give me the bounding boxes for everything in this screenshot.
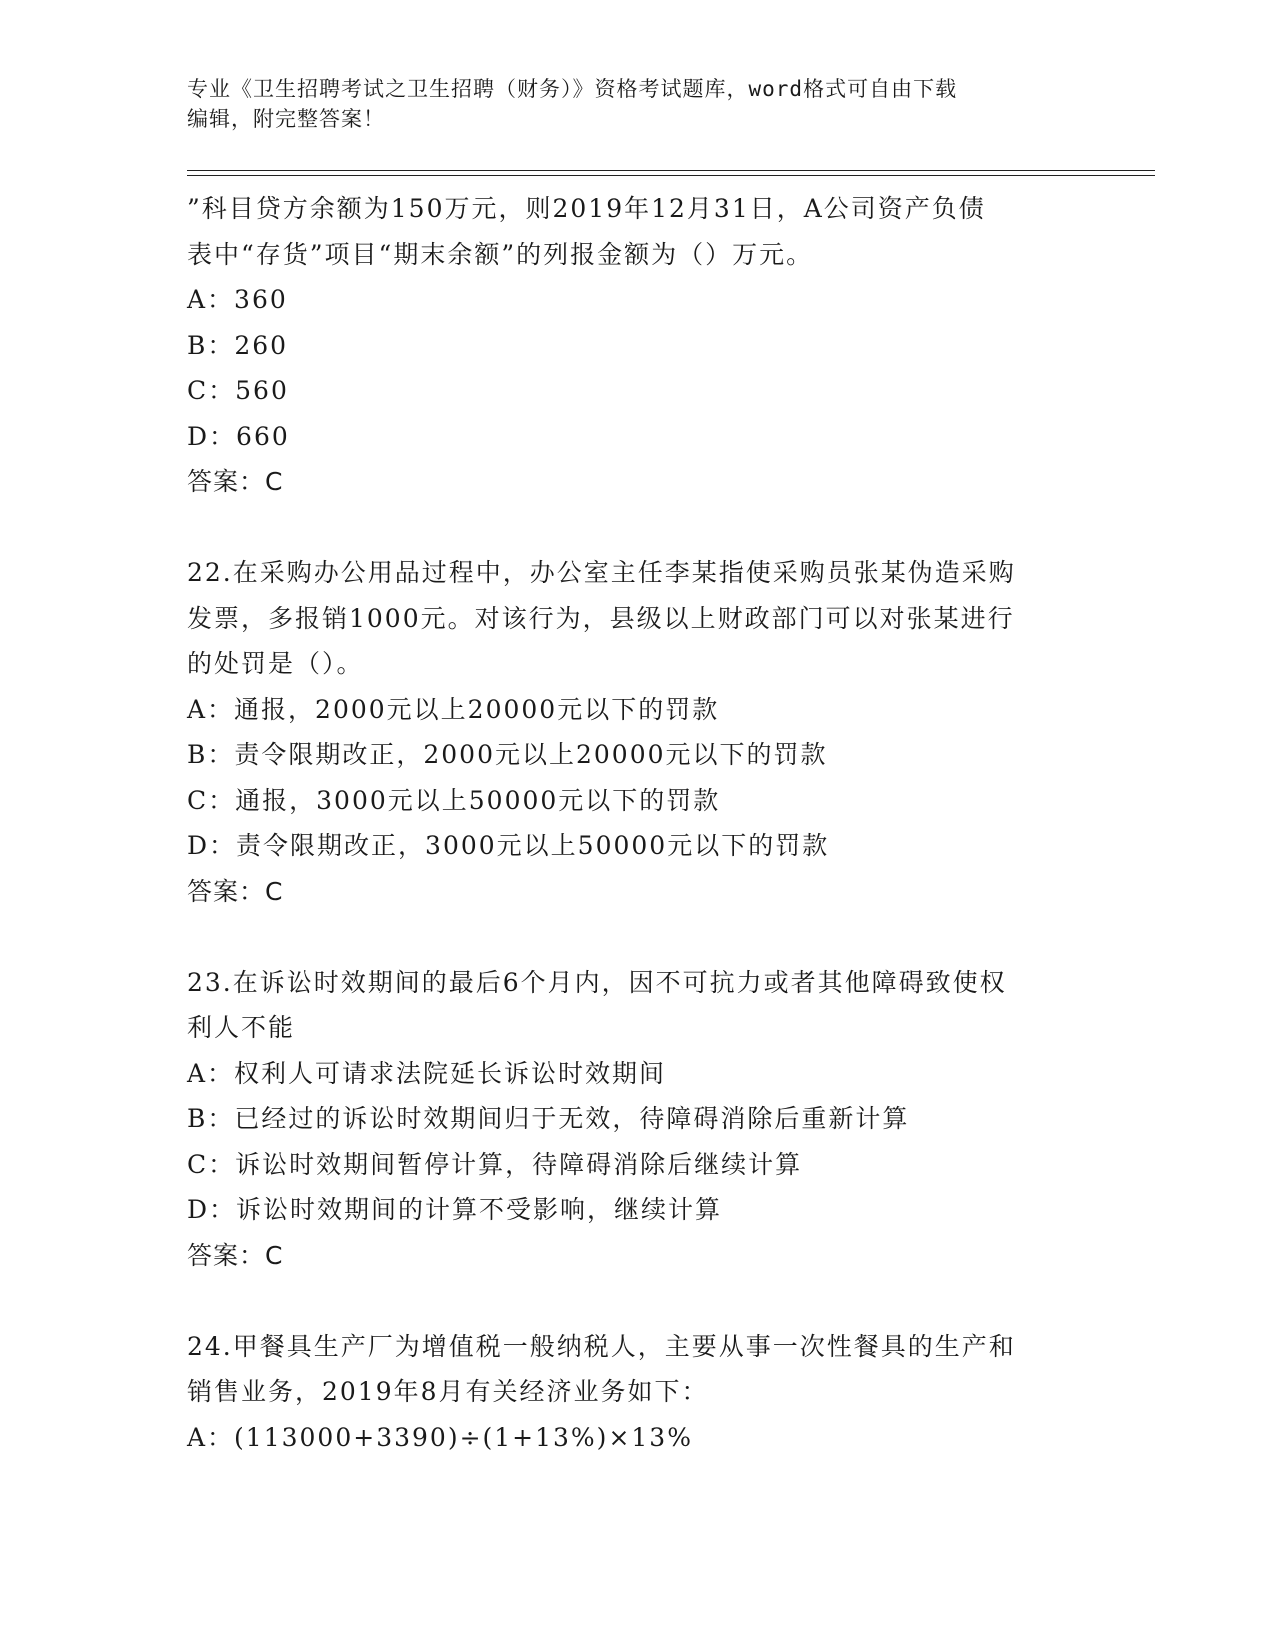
header-rule-bottom <box>187 175 1155 176</box>
header-rule-top <box>187 170 1155 171</box>
question-stem-line: 销售业务，2019年8月有关经济业务如下： <box>187 1377 709 1406</box>
option-a: A：(113000+3390)÷(1+13%)×13% <box>187 1422 693 1452</box>
question-stem-line: 表中“存货”项目“期末余额”的列报金额为（）万元。 <box>187 239 814 269</box>
spacer <box>187 914 1087 960</box>
option-d: D：诉讼时效期间的计算不受影响，继续计算 <box>187 1195 723 1224</box>
option-c: C：通报，3000元以上50000元以下的罚款 <box>187 785 721 815</box>
option-c: C：诉讼时效期间暂停计算，待障碍消除后继续计算 <box>187 1149 803 1179</box>
question-24 <box>187 1324 1087 1461</box>
option-a: A：权利人可请求法院延长诉讼时效期间 <box>187 1058 667 1088</box>
answer-line: 答案：C <box>187 876 284 906</box>
question-stem-line: 的处罚是（）。 <box>187 649 364 678</box>
option-a: A：360 <box>187 285 288 314</box>
question-list <box>187 186 1087 1460</box>
question-stem-line: 23.在诉讼时效期间的最后6个月内，因不可抗力或者其他障碍致使权 <box>187 967 1007 997</box>
document-header <box>187 74 1067 134</box>
answer-line: 答案：C <box>187 467 284 496</box>
option-b: B：责令限期改正，2000元以上20000元以下的罚款 <box>187 740 828 769</box>
option-c: C：560 <box>187 376 289 405</box>
spacer <box>187 1278 1087 1324</box>
header-line-2: 编辑，附完整答案！ <box>187 107 385 131</box>
question-stem-line: 22.在采购办公用品过程中，办公室主任李某指使采购员张某伪造采购 <box>187 558 1016 587</box>
option-b: B：已经过的诉讼时效期间归于无效，待障碍消除后重新计算 <box>187 1104 910 1133</box>
question-22 <box>187 550 1087 914</box>
question-stem-line: 利人不能 <box>187 1013 296 1042</box>
option-d: D：660 <box>187 421 290 451</box>
question-stem-line: ”科目贷方余额为150万元，则2019年12月31日，A公司资产负债 <box>187 194 986 223</box>
spacer <box>187 505 1087 551</box>
answer-line: 答案：C <box>187 1240 284 1270</box>
question-21 <box>187 186 1087 505</box>
option-d: D：责令限期改正，3000元以上50000元以下的罚款 <box>187 831 830 860</box>
question-23 <box>187 960 1087 1279</box>
header-line-1: 专业《卫生招聘考试之卫生招聘（财务）》资格考试题库，word格式可自由下载 <box>187 77 958 101</box>
option-a: A：通报，2000元以上20000元以下的罚款 <box>187 694 720 724</box>
option-b: B：260 <box>187 330 289 360</box>
question-stem-line: 24.甲餐具生产厂为增值税一般纳税人，主要从事一次性餐具的生产和 <box>187 1331 1016 1361</box>
question-stem-line: 发票，多报销1000元。对该行为，县级以上财政部门可以对张某进行 <box>187 603 1015 633</box>
